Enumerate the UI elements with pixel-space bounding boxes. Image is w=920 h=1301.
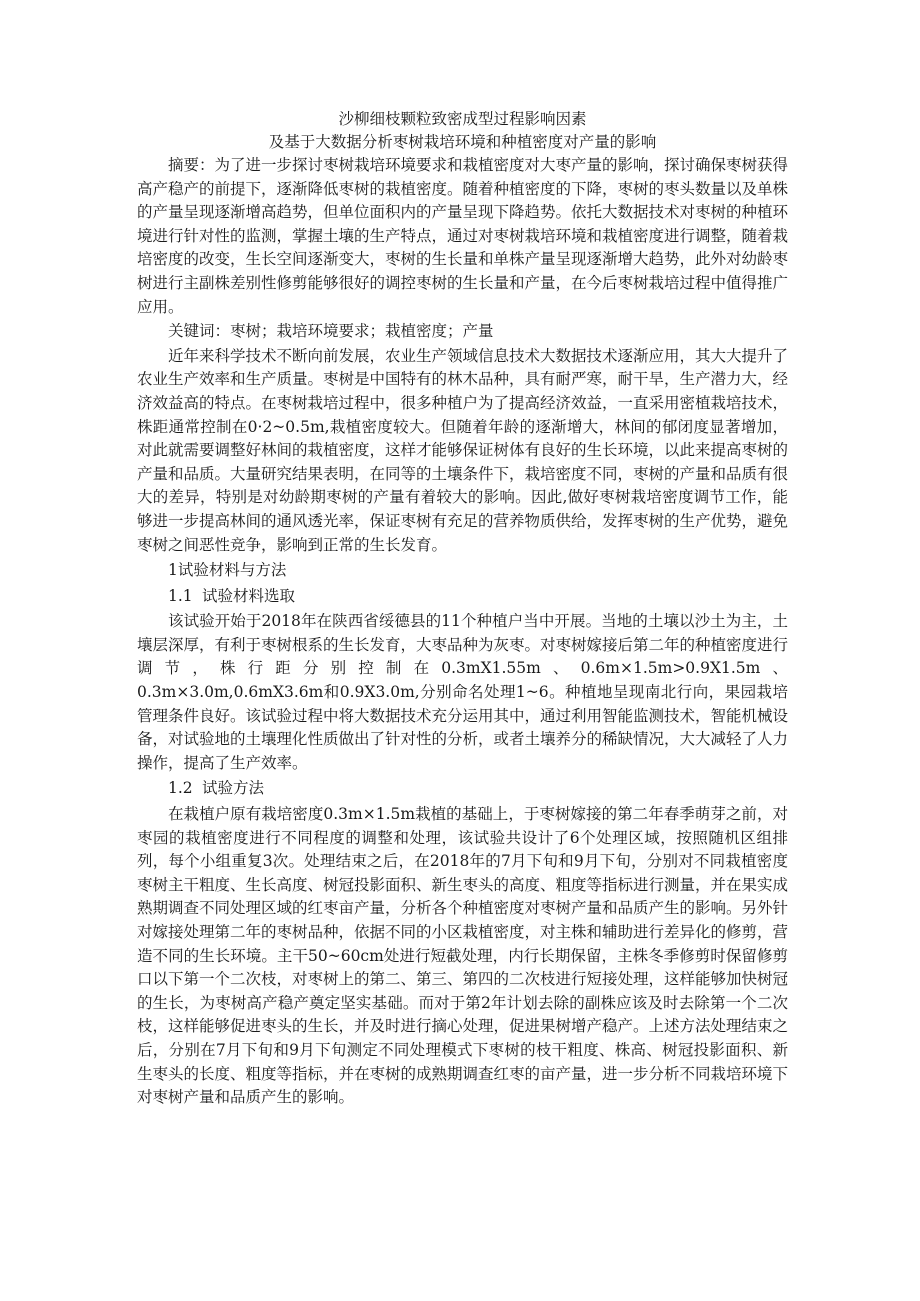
subsection-1-2-heading (137, 777, 788, 801)
introduction-paragraph: 近年来科学技术不断向前发展，农业生产领域信息技术大数据技术逐渐应用，其大大提升了农业生产效率和生产质量。枣树是中国特有的林木品种，具有耐严寒，耐干旱，生产潜力大，经济效益高的特点。在枣树栽培过程中，很多种植户为了提高经济效益，一直采用密植栽培技术，株距通常控制在0·2~0.5m,栽植密度较大。但随着年龄的逐渐增大，林间的郁闭度显著增加，对此就需要调整好林间的栽植密度，这样才能够保证树体有良好的生长环境，以此来提高枣树的产量和品质。大量研究结果表明，在同等的土壤条件下，栽培密度不同，枣树的产量和品质有很大的差异，特别是对幼龄期枣树的产量有着较大的影响。因此,做好枣树栽培密度调节工作，能够进一步提高林间的通风透光率，保证枣树有充足的营养物质供给，发挥枣树的生产优势，避免枣树之间恶性竞争，影响到正常的生长发育。 (137, 346, 789, 554)
subsection-1-1-heading (137, 585, 788, 609)
subsection-1-1-number: 1.1 (168, 586, 193, 605)
section-1-heading: 1试验材料与方法 (168, 561, 287, 580)
subsection-1-2-number: 1.2 (168, 779, 193, 798)
abstract-paragraph: 摘要：为了进一步探讨枣树栽培环境要求和栽植密度对大枣产量的影响，探讨确保枣树获得高产稳产的前提下，逐渐降低枣树的栽植密度。随着种植密度的下降，枣树的枣头数量以及单株的产量呈现逐渐增高趋势，但单位面积内的产量呈现下降趋势。依托大数据技术对枣树的种植环境进行针对性的监测，掌握土壤的生产特点，通过对枣树栽培环境和栽植密度进行调整，随着栽培密度的改变，生长空间逐渐变大，枣树的生长量和单株产量呈现逐渐增大趋势，此外对幼龄枣树进行主副株差别性修剪能够很好的调控枣树的生长量和产量，在今后枣树栽培过程中值得推广应用。 (137, 156, 789, 316)
subsection-1-2-paragraph: 在栽植户原有栽培密度0.3m×1.5m栽植的基础上，于枣树嫁接的第二年春季萌芽之前，对枣园的栽植密度进行不同程度的调整和处理，该试验共设计了6个处理区域，按照随机区组排列，每个小组重复3次。处理结束之后，在2018年的7月下旬和9月下旬，分别对不同栽植密度枣树主干粗度、生长高度、树冠投影面积、新生枣头的高度、粗度等指标进行测量，并在果实成熟期调查不同处理区域的红枣亩产量，分析各个种植密度对枣树产量和品质产生的影响。另外针对嫁接处理第二年的枣树品种，依据不同的小区栽植密度，对主株和辅助进行差异化的修剪，营造不同的生长环境。主干50~60cm处进行短截处理，内行长期保留，主株冬季修剪时保留修剪口以下第一个二次枝，对枣树上的第二、第三、第四的二次枝进行短接处理，这样能够加快树冠的生长，为枣树高产稳产奠定坚实基础。而对于第2年计划去除的副株应该及时去除第一个二次枝，这样能够促进枣头的生长，并及时进行摘心处理，促进果树增产稳产。上述方法处理结束之后，分别在7月下旬和9月下旬测定不同处理模式下枣树的枝干粗度、株高、树冠投影面积、新生枣头的长度、粗度等指标，并在枣树的成熟期调查红枣的亩产量，进一步分析不同栽培环境下对枣树产量和品质产生的影响。 (137, 805, 789, 1107)
subsection-1-1-title: 试验材料选取 (202, 586, 296, 605)
keywords-paragraph: 关键词：枣树；栽培环境要求；栽植密度；产量 (168, 322, 494, 341)
document-title-line-1: 沙柳细枝颗粒致密成型过程影响因素 (338, 110, 587, 128)
subsection-1-1-paragraph: 该试验开始于2018年在陕西省绥德县的11个种植户当中开展。当地的土壤以沙土为主，土壤层深厚，有利于枣树根系的生长发育，大枣品种为灰枣。对枣树嫁接后第二年的种植密度进行调节，株行距分别控制在0.3mX1.55m、0.6m×1.5m>0.9X1.5m、0.3m×3.0m,0.6mX3.6m和0.9X3.0m,分别命名处理1~6。种植地呈现南北行向，果园栽培管理条件良好。该试验过程中将大数据技术充分运用其中，通过利用智能监测技术，智能机械设备，对试验地的土壤理化性质做出了针对性的分析，或者土壤养分的稀缺情况，大大减轻了人力操作，提高了生产效率。 (137, 612, 789, 772)
document-title-line-2: 及基于大数据分析枣树栽培环境和种植密度对产量的影响 (268, 133, 657, 151)
subsection-1-2-title: 试验方法 (202, 779, 265, 798)
document-page (137, 108, 788, 1111)
